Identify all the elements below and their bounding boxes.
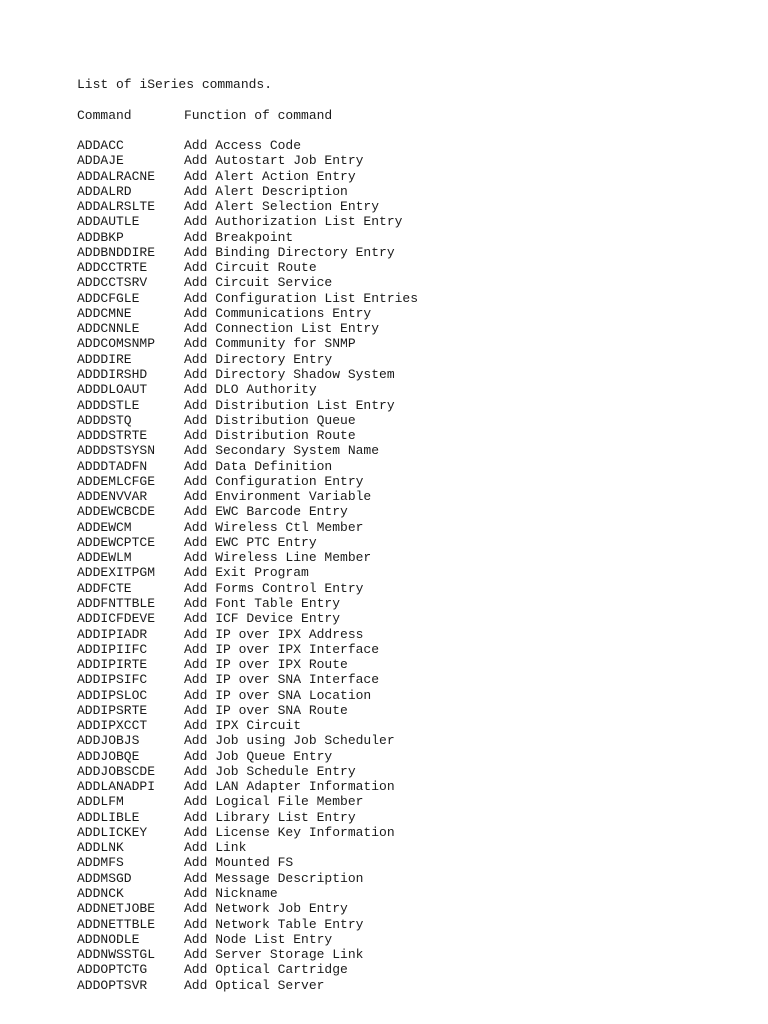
- table-row: [77, 413, 677, 428]
- command-function: Add EWC PTC Entry: [184, 534, 317, 550]
- command-function: Add Distribution List Entry: [184, 397, 395, 413]
- command-function: Add Data Definition: [184, 458, 333, 474]
- command-function: Add Alert Action Entry: [184, 168, 356, 184]
- table-row: [77, 489, 677, 504]
- table-row: [77, 779, 677, 794]
- table-row: [77, 978, 677, 993]
- command-name: ADDCOMSNMP: [77, 336, 156, 352]
- command-name: ADDNETJOBE: [77, 901, 156, 917]
- table-row: [77, 917, 677, 932]
- command-name: ADDMSGD: [77, 870, 132, 886]
- table-row: [77, 459, 677, 474]
- command-function: Add Circuit Route: [184, 260, 317, 276]
- command-name: ADDJOBJS: [77, 733, 140, 749]
- command-function: Add IPX Circuit: [184, 718, 302, 734]
- table-row: [77, 657, 677, 672]
- table-row: [77, 962, 677, 977]
- table-row: [77, 245, 677, 260]
- command-function: Add Directory Entry: [184, 351, 333, 367]
- table-row: [77, 611, 677, 626]
- command-function: Add Message Description: [184, 870, 364, 886]
- command-function: Add Mounted FS: [184, 855, 294, 871]
- command-function: Add Access Code: [184, 138, 302, 153]
- table-row: [77, 199, 677, 214]
- command-function: Add Alert Description: [184, 183, 348, 199]
- command-function: Add Nickname: [184, 886, 278, 902]
- command-name: ADDNWSSTGL: [77, 947, 156, 963]
- table-row: [77, 947, 677, 962]
- command-name: ADDFNTTBLE: [77, 595, 156, 611]
- table-row: [77, 886, 677, 901]
- table-row: [77, 428, 677, 443]
- table-row: [77, 443, 677, 458]
- command-function: Add Breakpoint: [184, 229, 294, 245]
- command-function: Add Connection List Entry: [184, 321, 380, 337]
- command-name: ADDDSTQ: [77, 412, 132, 428]
- command-function: Add Network Table Entry: [184, 916, 364, 932]
- command-function: Add Exit Program: [184, 565, 309, 581]
- table-row: [77, 321, 677, 336]
- table-row: [77, 535, 677, 550]
- command-function: Add Communications Entry: [184, 305, 372, 321]
- command-function: Add Authorization List Entry: [184, 214, 403, 230]
- command-name: ADDLFM: [77, 794, 124, 810]
- table-row: [77, 550, 677, 565]
- table-row: [77, 733, 677, 748]
- command-name: ADDDSTLE: [77, 397, 140, 413]
- command-function: Add Link: [184, 840, 247, 856]
- command-name: ADDLIBLE: [77, 809, 140, 825]
- header-command: Command: [77, 108, 132, 123]
- table-row: [77, 336, 677, 351]
- table-row: [77, 367, 677, 382]
- command-function: Add Wireless Line Member: [184, 550, 372, 566]
- command-name: ADDIPSLOC: [77, 687, 148, 703]
- command-name: ADDEMLCFGE: [77, 473, 156, 489]
- table-row: [77, 565, 677, 580]
- command-name: ADDDSTSYSN: [77, 443, 156, 459]
- command-name: ADDIPXCCT: [77, 718, 148, 734]
- command-name: ADDFCTE: [77, 580, 132, 596]
- command-name: ADDDTADFN: [77, 458, 148, 474]
- table-row: [77, 474, 677, 489]
- table-row: [77, 871, 677, 886]
- command-list: [77, 138, 677, 993]
- table-row: [77, 627, 677, 642]
- table-row: [77, 840, 677, 855]
- command-name: ADDENVVAR: [77, 489, 148, 505]
- command-function: Add IP over IPX Route: [184, 657, 348, 673]
- table-row: [77, 642, 677, 657]
- command-name: ADDIPIIFC: [77, 641, 148, 657]
- command-function: Add Community for SNMP: [184, 336, 356, 352]
- command-function: Add ICF Device Entry: [184, 611, 341, 627]
- table-row: [77, 214, 677, 229]
- command-function: Add IP over SNA Interface: [184, 672, 380, 688]
- command-name: ADDBKP: [77, 229, 124, 245]
- command-function: Add IP over IPX Address: [184, 626, 364, 642]
- command-function: Add Configuration Entry: [184, 473, 364, 489]
- table-row: [77, 581, 677, 596]
- command-name: ADDCNNLE: [77, 321, 140, 337]
- command-name: ADDIPIADR: [77, 626, 148, 642]
- table-row: [77, 825, 677, 840]
- command-name: ADDJOBQE: [77, 748, 140, 764]
- command-name: ADDIPSRTE: [77, 702, 148, 718]
- command-function: Add Forms Control Entry: [184, 580, 364, 596]
- command-name: ADDEWCPTCE: [77, 534, 156, 550]
- command-function: Add Wireless Ctl Member: [184, 519, 364, 535]
- command-name: ADDJOBSCDE: [77, 763, 156, 779]
- command-name: ADDNODLE: [77, 931, 140, 947]
- command-name: ADDEXITPGM: [77, 565, 156, 581]
- command-name: ADDEWCM: [77, 519, 132, 535]
- command-function: Add Directory Shadow System: [184, 366, 395, 382]
- command-function: Add Font Table Entry: [184, 595, 341, 611]
- command-function: Add Server Storage Link: [184, 947, 364, 963]
- command-name: ADDICFDEVE: [77, 611, 156, 627]
- command-name: ADDOPTSVR: [77, 977, 148, 993]
- table-row: [77, 184, 677, 199]
- table-row: [77, 855, 677, 870]
- table-row: [77, 291, 677, 306]
- command-function: Add Distribution Queue: [184, 412, 356, 428]
- command-function: Add Job Queue Entry: [184, 748, 333, 764]
- command-function: Add Binding Directory Entry: [184, 244, 395, 260]
- command-name: ADDCFGLE: [77, 290, 140, 306]
- table-header: [77, 108, 677, 124]
- command-name: ADDAUTLE: [77, 214, 140, 230]
- command-function: Add DLO Authority: [184, 382, 317, 398]
- command-name: ADDMFS: [77, 855, 124, 871]
- table-row: [77, 520, 677, 535]
- command-name: ADDCMNE: [77, 305, 132, 321]
- command-function: Add EWC Barcode Entry: [184, 504, 348, 520]
- table-row: [77, 504, 677, 519]
- command-function: Add Circuit Service: [184, 275, 333, 291]
- command-name: ADDACC: [77, 138, 124, 153]
- command-name: ADDBNDDIRE: [77, 244, 156, 260]
- command-function: Add Node List Entry: [184, 931, 333, 947]
- command-name: ADDLNK: [77, 840, 124, 856]
- table-row: [77, 794, 677, 809]
- command-function: Add Secondary System Name: [184, 443, 380, 459]
- table-row: [77, 749, 677, 764]
- table-row: [77, 596, 677, 611]
- command-function: Add License Key Information: [184, 824, 395, 840]
- command-name: ADDLICKEY: [77, 824, 148, 840]
- command-name: ADDEWCBCDE: [77, 504, 156, 520]
- table-row: [77, 352, 677, 367]
- table-row: [77, 703, 677, 718]
- command-name: ADDCCTSRV: [77, 275, 148, 291]
- table-row: [77, 138, 677, 153]
- command-function: Add Library List Entry: [184, 809, 356, 825]
- command-name: ADDALRACNE: [77, 168, 156, 184]
- command-function: Add Job Schedule Entry: [184, 763, 356, 779]
- command-function: Add Environment Variable: [184, 489, 372, 505]
- command-name: ADDDIRE: [77, 351, 132, 367]
- document-title: List of iSeries commands.: [77, 77, 273, 92]
- command-function: Add Optical Cartridge: [184, 962, 348, 978]
- table-row: [77, 153, 677, 168]
- table-row: [77, 260, 677, 275]
- command-name: ADDNCK: [77, 886, 124, 902]
- table-row: [77, 764, 677, 779]
- table-row: [77, 718, 677, 733]
- command-function: Add Configuration List Entries: [184, 290, 419, 306]
- command-function: Add Optical Server: [184, 977, 325, 993]
- table-row: [77, 382, 677, 397]
- table-row: [77, 230, 677, 245]
- command-function: Add Job using Job Scheduler: [184, 733, 395, 749]
- command-name: ADDIPSIFC: [77, 672, 148, 688]
- table-row: [77, 932, 677, 947]
- command-name: ADDNETTBLE: [77, 916, 156, 932]
- command-name: ADDCCTRTE: [77, 260, 148, 276]
- command-function: Add LAN Adapter Information: [184, 779, 395, 795]
- table-row: [77, 306, 677, 321]
- command-function: Add IP over SNA Location: [184, 687, 372, 703]
- header-function: Function of command: [184, 108, 333, 123]
- command-name: ADDDLOAUT: [77, 382, 148, 398]
- command-name: ADDALRD: [77, 183, 132, 199]
- table-row: [77, 398, 677, 413]
- command-name: ADDOPTCTG: [77, 962, 148, 978]
- table-row: [77, 688, 677, 703]
- table-row: [77, 810, 677, 825]
- command-name: ADDDIRSHD: [77, 366, 148, 382]
- table-row: [77, 275, 677, 290]
- command-name: ADDIPIRTE: [77, 657, 148, 673]
- command-function: Add IP over SNA Route: [184, 702, 348, 718]
- command-name: ADDAJE: [77, 153, 124, 169]
- command-name: ADDALRSLTE: [77, 199, 156, 215]
- command-name: ADDEWLM: [77, 550, 132, 566]
- table-row: [77, 901, 677, 916]
- command-function: Add Network Job Entry: [184, 901, 348, 917]
- command-function: Add Autostart Job Entry: [184, 153, 364, 169]
- command-function: Add Logical File Member: [184, 794, 364, 810]
- command-function: Add Alert Selection Entry: [184, 199, 380, 215]
- command-function: Add IP over IPX Interface: [184, 641, 380, 657]
- command-name: ADDLANADPI: [77, 779, 156, 795]
- table-row: [77, 672, 677, 687]
- command-function: Add Distribution Route: [184, 428, 356, 444]
- command-name: ADDDSTRTE: [77, 428, 148, 444]
- table-row: [77, 169, 677, 184]
